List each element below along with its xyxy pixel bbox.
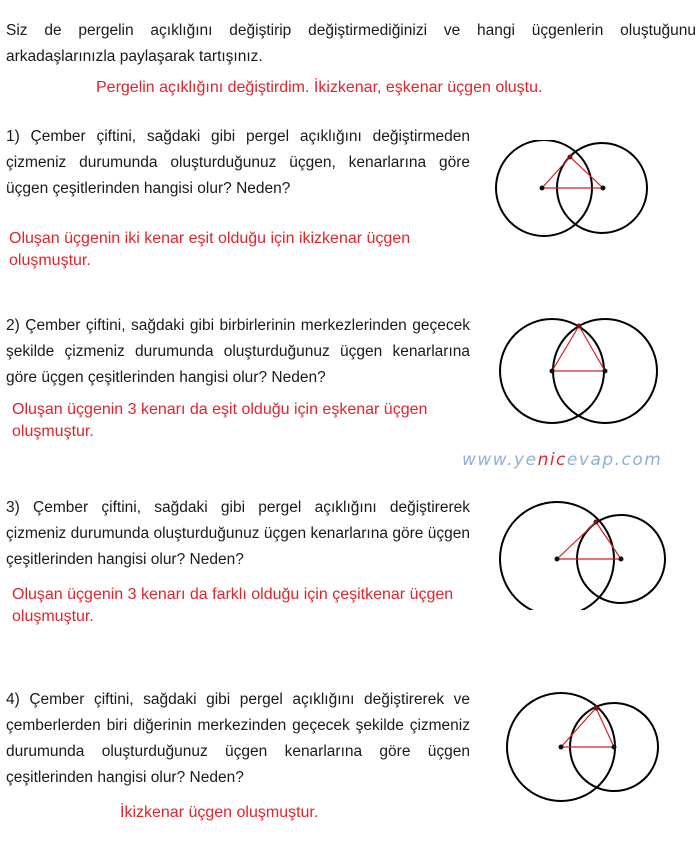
- figure-4-center-right: [612, 745, 617, 750]
- figure-2-center-left: [550, 369, 555, 374]
- question-1-text: 1) Çember çiftini, sağdaki gibi pergel açıklığını değiştirmeden çizmeniz durumunda oluşturduğunuz üçgen, kenarlarına göre üçgen çeşitlerinden hangisi olur? Neden?: [6, 128, 470, 197]
- question-1-answer: Oluşan üçgenin iki kenar eşit olduğu için ikizkenar üçgen oluşmuştur.: [9, 230, 411, 269]
- intro-paragraph: Siz de pergelin açıklığını değiştirip değiştirmediğinizi ve hangi üçgenlerin oluştuğunu arkadaşlarınızla paylaşarak tartışınız.: [6, 22, 696, 65]
- figure-4-center-left: [559, 745, 564, 750]
- figure-4-apex: [594, 706, 599, 711]
- question-4-answer: İkizkenar üçgen oluşmuştur.: [120, 804, 319, 821]
- figure-3-apex: [594, 520, 599, 525]
- figure-3-circles-triangle: [495, 500, 670, 610]
- figure-2-circles-triangle: [495, 318, 660, 428]
- figure-3-center-left: [555, 557, 560, 562]
- figure-4-circles-triangle: [500, 690, 665, 810]
- question-2-answer: Oluşan üçgenin 3 kenarı da eşit olduğu için eşkenar üçgen oluşmuştur.: [12, 401, 428, 440]
- question-3-text: 3) Çember çiftini, sağdaki gibi pergel açıklığını değiştirerek çizmeniz durumunda oluşturduğunuz üçgen kenarlarına göre üçgen çeşitlerinden hangisi olur? Neden?: [6, 499, 470, 568]
- figure-1-triangle: [542, 157, 603, 188]
- watermark: www.yenicevap.com: [462, 450, 663, 470]
- figure-1-apex: [568, 155, 573, 160]
- intro-answer: Pergelin açıklığını değiştirdim. İkizkenar, eşkenar üçgen oluştu.: [96, 79, 543, 96]
- question-4-text: 4) Çember çiftini, sağdaki gibi pergel açıklığını değiştirerek ve çemberlerden biri diğerinin merkezinden geçecek şekilde çizmeniz durumunda oluşturduğunuz üçgen kenarlarına göre üçgen çeşitlerinden hangisi olur? Neden?: [6, 691, 470, 786]
- figure-3-circle-left: [500, 502, 614, 610]
- figure-1-center-left: [540, 186, 545, 191]
- question-3-answer: Oluşan üçgenin 3 kenarı da farklı olduğu için çeşitkenar üçgen oluşmuştur.: [12, 586, 454, 625]
- figure-2-center-right: [603, 369, 608, 374]
- figure-2-triangle: [552, 326, 605, 371]
- figure-2-apex: [577, 324, 582, 329]
- figure-4-triangle: [561, 708, 614, 747]
- figure-1-center-right: [601, 186, 606, 191]
- figure-3-center-right: [619, 557, 624, 562]
- question-2-text: 2) Çember çiftini, sağdaki gibi birbirlerinin merkezlerinden geçecek şekilde çizmeniz durumunda oluşturduğunuz üçgen kenarlarına göre üçgen çeşitlerinden hangisi olur? Neden?: [6, 317, 470, 386]
- figure-1-circles-triangle: [490, 140, 650, 240]
